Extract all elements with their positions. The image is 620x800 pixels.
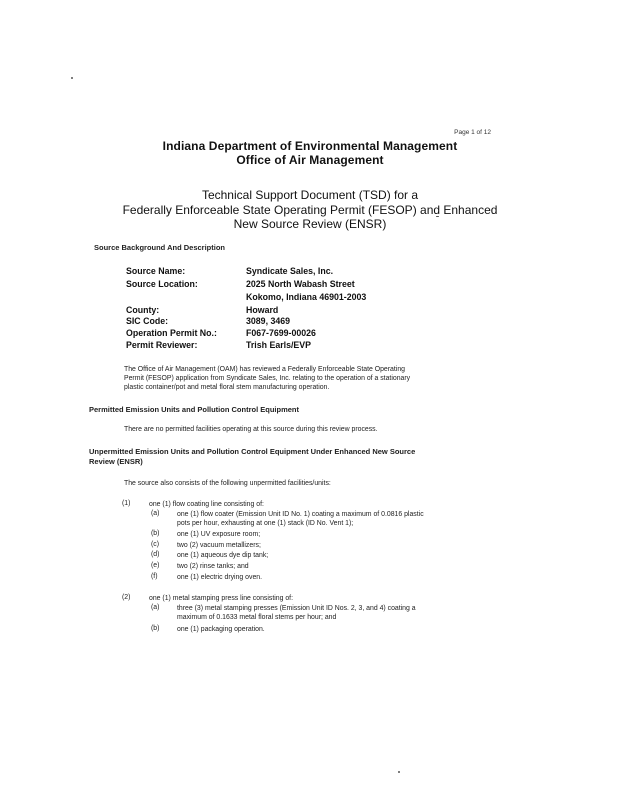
sub-item-letter: (e) bbox=[151, 562, 160, 569]
scan-speck bbox=[398, 771, 400, 773]
operation-permit-label: Operation Permit No.: bbox=[126, 328, 217, 338]
heading-line: Unpermitted Emission Units and Pollution Control Equipment Under Enhanced New Source bbox=[89, 447, 416, 456]
sub-item-letter: (b) bbox=[151, 625, 160, 632]
document-title-line-3: New Source Review (ENSR) bbox=[233, 217, 387, 231]
sub-item-text bbox=[177, 510, 507, 528]
operation-permit-value: F067-7699-00026 bbox=[246, 328, 316, 338]
sub-item-line: one (1) flow coater (Emission Unit ID No. 1) coating a maximum of 0.0816 plastic bbox=[177, 511, 424, 518]
paragraph-line: The Office of Air Management (OAM) has reviewed a Federally Enforceable State Operating bbox=[124, 366, 405, 373]
sub-item-text: one (1) electric drying oven. bbox=[177, 574, 263, 581]
oam-review-paragraph bbox=[124, 365, 494, 392]
item-number: (2) bbox=[122, 594, 131, 601]
item-intro: one (1) metal stamping press line consisting of: bbox=[149, 595, 294, 602]
sub-item-line: three (3) metal stamping presses (Emission Unit ID Nos. 2, 3, and 4) coating a bbox=[177, 605, 416, 612]
county-value: Howard bbox=[246, 305, 279, 315]
page-number: Page 1 of 12 bbox=[454, 129, 491, 136]
sic-code-value: 3089, 3469 bbox=[246, 316, 291, 326]
source-location-label: Source Location: bbox=[126, 279, 198, 289]
agency-heading: Indiana Department of Environmental Management bbox=[162, 139, 458, 153]
sub-item-letter: (a) bbox=[151, 510, 160, 517]
sub-item-letter: (f) bbox=[151, 573, 158, 580]
permitted-units-heading: Permitted Emission Units and Pollution Control Equipment bbox=[89, 405, 300, 414]
paragraph-line: Permit (FESOP) application from Syndicate Sales, Inc. relating to the operation of a stationary bbox=[124, 375, 411, 382]
document-title-line-2: Federally Enforceable State Operating Permit (FESOP) and Enhanced bbox=[122, 203, 498, 217]
office-heading: Office of Air Management bbox=[236, 153, 384, 167]
source-name-value: Syndicate Sales, Inc. bbox=[246, 266, 334, 276]
permit-reviewer-label: Permit Reviewer: bbox=[126, 340, 198, 350]
sub-item-text: two (2) vacuum metallizers; bbox=[177, 542, 261, 549]
document-title-line-1: Technical Support Document (TSD) for a bbox=[201, 188, 419, 202]
sub-item-letter: (b) bbox=[151, 530, 160, 537]
sub-item-text: two (2) rinse tanks; and bbox=[177, 563, 249, 570]
item-number: (1) bbox=[122, 500, 131, 507]
sub-item-text: one (1) packaging operation. bbox=[177, 626, 265, 633]
background-heading: Source Background And Description bbox=[94, 243, 225, 252]
permitted-units-text: There are no permitted facilities operating at this source during this review process. bbox=[124, 426, 378, 433]
sub-item-text: one (1) aqueous dye dip tank; bbox=[177, 552, 269, 559]
source-location-city-value: Kokomo, Indiana 46901-2003 bbox=[246, 292, 367, 302]
unpermitted-units-heading bbox=[89, 447, 489, 467]
sub-item-letter: (c) bbox=[151, 541, 160, 548]
sub-item-letter: (a) bbox=[151, 604, 160, 611]
sub-item-text: one (1) UV exposure room; bbox=[177, 531, 261, 538]
sic-code-label: SIC Code: bbox=[126, 316, 169, 326]
source-name-label: Source Name: bbox=[126, 266, 186, 276]
sub-item-text bbox=[177, 604, 507, 622]
item-intro: one (1) flow coating line consisting of: bbox=[149, 501, 264, 508]
heading-line: Review (ENSR) bbox=[89, 457, 143, 466]
sub-item-letter: (d) bbox=[151, 551, 160, 558]
sub-item-line: maximum of 0.1633 metal floral stems per hour; and bbox=[177, 614, 337, 621]
county-label: County: bbox=[126, 305, 160, 315]
source-consists-text: The source also consists of the following unpermitted facilities/units: bbox=[124, 480, 331, 487]
permit-reviewer-value: Trish Earls/EVP bbox=[246, 340, 312, 350]
scan-speck bbox=[71, 77, 73, 79]
source-location-value: 2025 North Wabash Street bbox=[246, 279, 355, 289]
paragraph-line: plastic container/pot and metal floral stem manufacturing operation. bbox=[124, 384, 330, 391]
sub-item-line: pots per hour, exhausting at one (1) stack (ID No. Vent 1); bbox=[177, 520, 354, 527]
